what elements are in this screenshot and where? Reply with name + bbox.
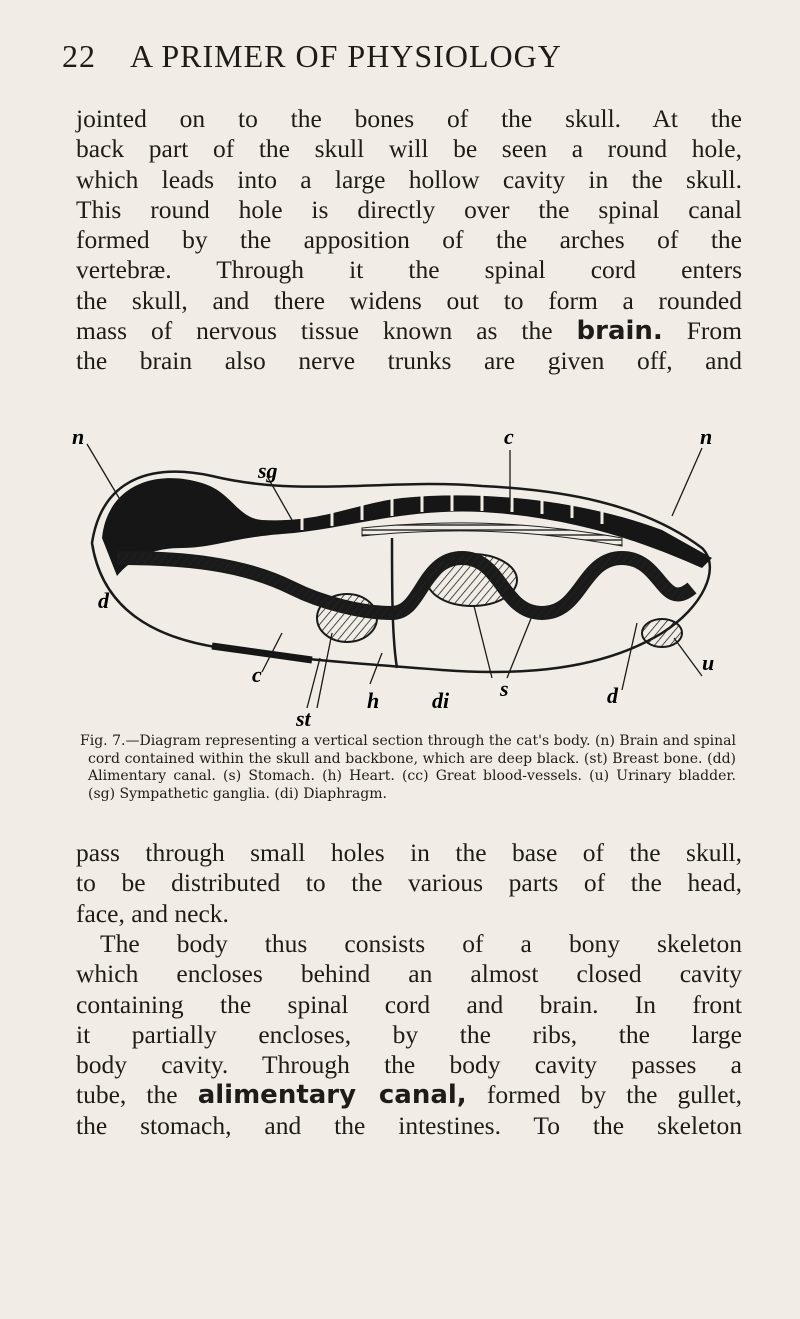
text-line: it partially encloses, by the ribs, the large — [76, 1019, 742, 1049]
text-line: jointed on to the bones of the skull. At the — [76, 104, 742, 133]
text-line: back part of the skull will be seen a round hole, — [76, 134, 742, 164]
text-line: This round hole is directly over the spinal canal — [76, 194, 742, 224]
diaphragm — [392, 538, 397, 668]
page-number: 22 — [62, 38, 96, 74]
label-d-left: d — [98, 588, 109, 613]
keyword-alimentary-canal: alimentary canal, — [197, 1080, 467, 1111]
text-line: pass through small holes in the base of the skull, — [76, 838, 742, 867]
label-c-top: c — [504, 424, 514, 449]
label-s: s — [500, 676, 509, 701]
heart — [317, 594, 377, 642]
text-line: tube, the alimentary canal, formed by the gullet, — [76, 1080, 742, 1111]
caption-text: —Diagram representing a vertical section through the cat's body. (n) Brain and spinal cord contained within the skull and backbone, which are deep black. (st) Breast bone. (dd) Alimentary canal. (s) Stomach. (h) Heart. (cc) Great blood-vessels. (u) Urinary bladder. (sg) Sympathetic ganglia. (di) Diaphragm. — [88, 733, 736, 802]
paragraph-body — [76, 929, 742, 1141]
label-n-left: n — [72, 424, 85, 449]
keyword-brain: brain. — [576, 316, 663, 347]
text-line: which encloses behind an almost closed cavity — [76, 959, 742, 989]
text-line: which leads into a large hollow cavity in the skull. — [76, 164, 742, 194]
text-line: to be distributed to the various parts of the head, — [76, 868, 742, 898]
text-line: The body thus consists of a bony skeleton — [100, 929, 742, 958]
running-title: A PRIMER OF PHYSIOLOGY — [130, 38, 562, 74]
label-c-bottom: c — [252, 662, 262, 687]
text-line: the brain also nerve trunks are given off, and — [76, 346, 742, 376]
label-di: di — [432, 688, 450, 713]
urinary-bladder — [642, 619, 682, 647]
text-line: body cavity. Through the body cavity passes a — [76, 1050, 742, 1080]
text-line: vertebræ. Through it the spinal cord enters — [76, 255, 742, 285]
figure-caption — [80, 733, 736, 803]
label-sg: sg — [258, 458, 278, 483]
text-line: containing the spinal cord and brain. In front — [76, 989, 742, 1019]
running-header — [62, 38, 702, 75]
text-line: formed by the apposition of the arches of the — [76, 225, 742, 255]
label-u: u — [702, 650, 715, 675]
figure-cat-section — [62, 408, 752, 738]
label-d-right: d — [607, 683, 618, 708]
label-st: st — [296, 706, 311, 731]
label-n-right: n — [700, 424, 713, 449]
text-line: the skull, and there widens out to form a rounded — [76, 285, 742, 315]
section-diagram — [62, 408, 752, 738]
breast-bone — [212, 646, 312, 660]
text-line: mass of nervous tissue known as the brain. From — [76, 316, 743, 347]
text-line: the stomach, and the intestines. To the skeleton — [76, 1110, 742, 1140]
figure-number: Fig. 7. — [80, 733, 126, 749]
stomach — [427, 554, 517, 606]
label-h: h — [367, 688, 380, 713]
text-line: face, and neck. — [76, 898, 229, 928]
paragraph-skull — [76, 104, 742, 377]
paragraph-holes — [76, 838, 742, 929]
